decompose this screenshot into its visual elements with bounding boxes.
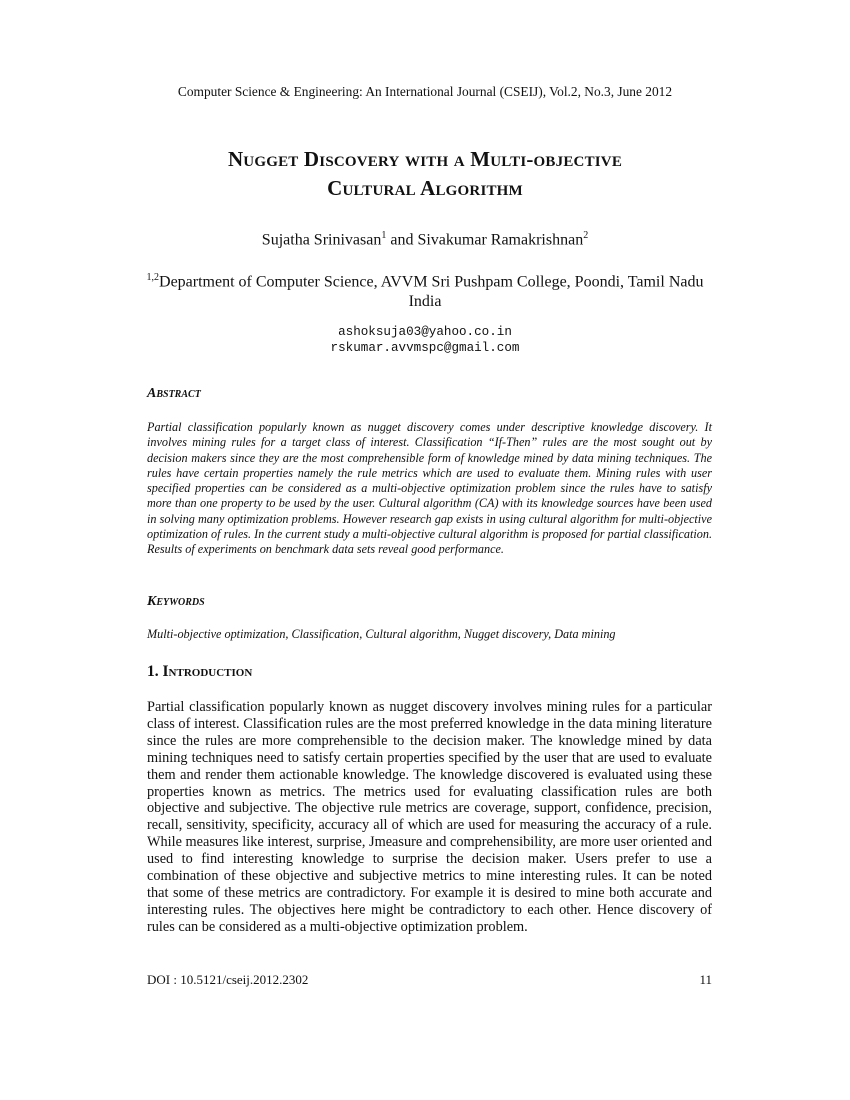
introduction-text: Partial classification popularly known as nugget discovery involves mining rules for a particular class of interest. Classification rules are the most preferred knowledge in the data mining literature since the rules are more comprehensible to the decision maker. The knowledge mined by data mining techniques need to satisfy certain properties specified by the user that are used to evaluate them and render them actionable knowledge. The knowledge discovered is evaluated using these properties known as metrics. The metrics used for evaluating classification rules are both objective and subjective. The objective rule metrics are coverage, support, confidence, precision, recall, sensitivity, specificity, accuracy all of which are used for measuring the accuracy of a rule. While measures like interest, surprise, Jmeasure and comprehensibility, are more user oriented and used to find interesting knowledge to surprise the decision maker. Users prefer to use a combination of these objective and subjective metrics to mine interesting rules. It can be noted that some of these metrics are contradictory. For example it is desired to mine both accurate and interesting rules. The objectives here might be contradictory to each other. Hence discovery of rules can be considered as a multi-objective optimization problem. [147, 699, 712, 935]
abstract-heading: Abstract [147, 386, 201, 401]
author-2-sup: 2 [583, 230, 589, 241]
affiliation-sup: 1,2 [146, 272, 160, 283]
footer-doi: DOI : 10.5121/cseij.2012.2302 [147, 972, 309, 987]
author-2: Sivakumar Ramakrishnan [417, 231, 584, 249]
introduction-heading: 1. Introduction [147, 663, 253, 680]
page-number: 11 [699, 972, 712, 987]
emails [0, 324, 850, 356]
keywords-text: Multi-objective optimization, Classification, Cultural algorithm, Nugget discovery, Data mining [147, 627, 616, 641]
email-1[interactable]: ashoksuja03@yahoo.co.in [338, 325, 512, 339]
author-1: Sujatha Srinivasan [261, 231, 382, 249]
email-2[interactable]: rskumar.avvmspc@gmail.com [330, 341, 520, 355]
running-header: Computer Science & Engineering: An International Journal (CSEIJ), Vol.2, No.3, June 2012 [177, 84, 673, 99]
title-line-2: Cultural Algorithm [327, 176, 523, 200]
paper-title [0, 145, 850, 203]
author-1-sup: 1 [381, 230, 387, 241]
author-connector: and [386, 231, 418, 249]
keywords-heading: Keywords [147, 594, 205, 609]
title-line-1: Nugget Discovery with a Multi-objective [227, 147, 623, 171]
authors [0, 230, 850, 249]
affiliation [140, 268, 710, 312]
affiliation-text: Department of Computer Science, AVVM Sri Pushpam College, Poondi, Tamil Nadu India [159, 273, 704, 311]
abstract-text: Partial classification popularly known as nugget discovery comes under descriptive knowledge discovery. It involves mining rules for a target class of interest. Classification “If-Then” rules are the most sought out by decision makers since they are the most comprehensible form of knowledge mined by data mining techniques. The rules have certain properties namely the rule metrics which are used to evaluate them. Mining rules with user specified properties can be considered as a multi-objective optimization problem since the rules have to satisfy more than one property to be used by the user. Cultural algorithm (CA) with its knowledge sources have been used in solving many optimization problems. However research gap exists in using cultural algorithm for multi-objective optimization of rules. In the current study a multi-objective cultural algorithm is proposed for partial classification. Results of experiments on benchmark data sets reveal good performance. [147, 420, 712, 557]
